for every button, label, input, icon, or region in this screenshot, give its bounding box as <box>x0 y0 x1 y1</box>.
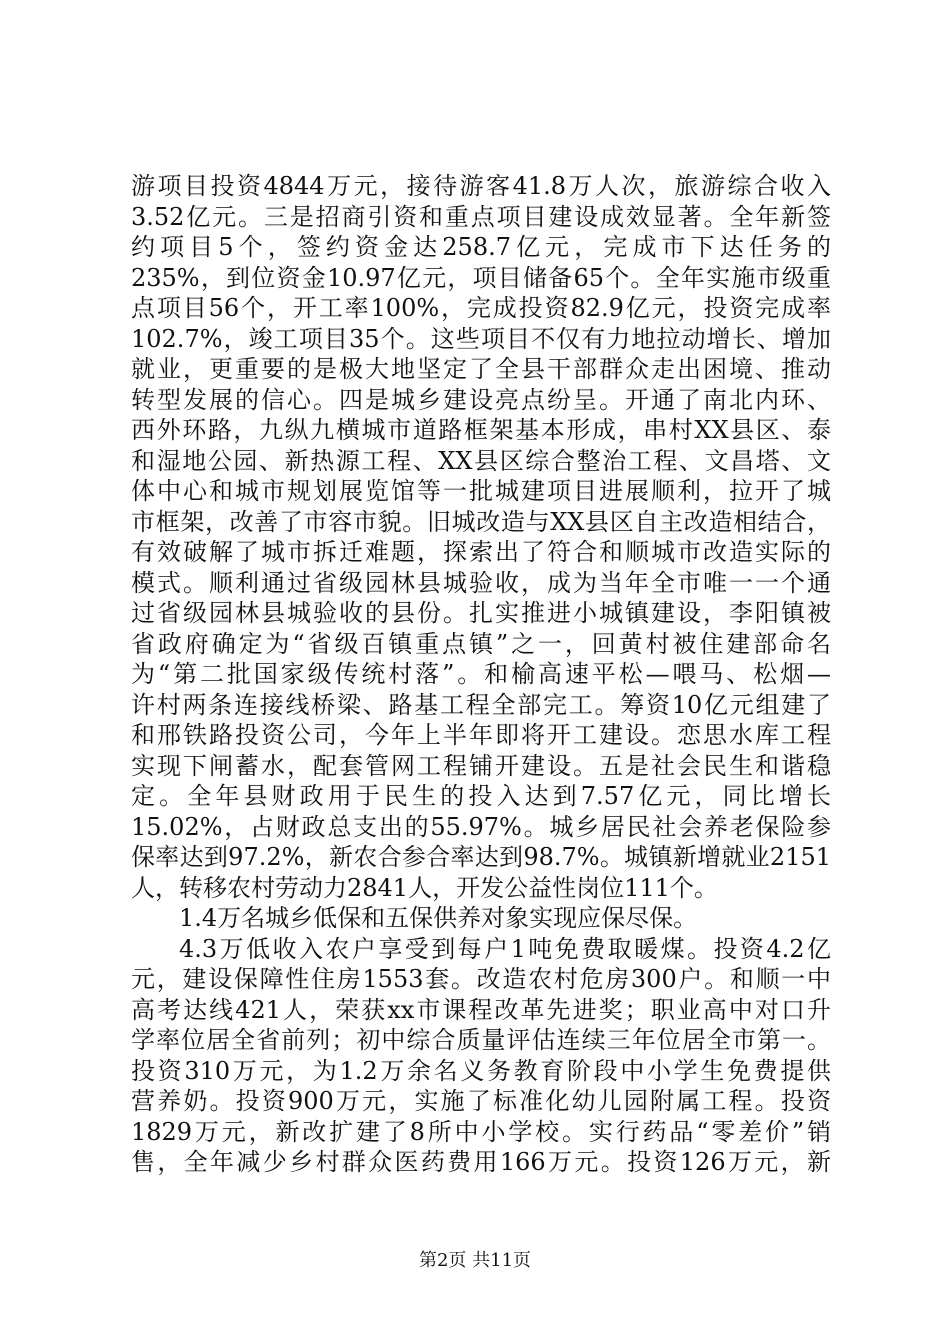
text-line: 模式。顺利通过省级园林县城验收，成为当年全市唯一一个通 <box>131 568 831 597</box>
text-line: 省政府确定为“省级百镇重点镇”之一，回黄村被住建部命名 <box>131 629 831 658</box>
paragraph-1 <box>131 171 831 903</box>
text-line: 和邢铁路投资公司，今年上半年即将开工建设。恋思水库工程 <box>131 721 831 749</box>
text-line: 1829万元，新改扩建了8所中小学校。实行药品“零差价”销 <box>131 1117 831 1146</box>
text-line: 实现下闸蓄水，配套管网工程铺开建设。五是社会民生和谐稳 <box>131 751 831 780</box>
text-line: 转型发展的信心。四是城乡建设亮点纷呈。开通了南北内环、 <box>131 385 831 414</box>
text-line: 就业，更重要的是极大地坚定了全县干部群众走出困境、推动 <box>131 355 831 383</box>
text-line: 定。全年县财政用于民生的投入达到7.57亿元，同比增长 <box>131 782 831 810</box>
text-line: 售，全年减少乡村群众医药费用166万元。投资126万元，新 <box>131 1148 831 1176</box>
text-line: 102.7%，竣工项目35个。这些项目不仅有力地拉动增长、增加 <box>131 324 831 353</box>
text-line: 体中心和城市规划展览馆等一批城建项目进展顺利，拉开了城 <box>131 477 831 505</box>
text-line: 西外环路，九纵九横城市道路框架基本形成，串村XX县区、泰 <box>131 416 831 444</box>
text-line: 保率达到97.2%，新农合参合率达到98.7%。城镇新增就业2151 <box>131 843 831 871</box>
text-line: 3.52亿元。三是招商引资和重点项目建设成效显著。全年新签 <box>131 202 831 231</box>
text-line: 有效破解了城市拆迁难题，探索出了符合和顺城市改造实际的 <box>131 538 831 566</box>
text-line: 游项目投资4844万元，接待游客41.8万人次，旅游综合收入 <box>131 172 831 200</box>
text-line: 投资310万元，为1.2万余名义务教育阶段中小学生免费提供 <box>131 1056 831 1085</box>
text-line: 许村两条连接线桥梁、路基工程全部完工。筹资10亿元组建了 <box>131 690 831 719</box>
text-line: 人，转移农村劳动力2841人，开发公益性岗位111个。 <box>131 873 718 902</box>
text-line: 高考达线421人，荣获xx市课程改革先进奖；职业高中对口升 <box>131 995 831 1024</box>
text-line: 为“第二批国家级传统村落”。和榆高速平松—喂马、松烟— <box>131 660 831 688</box>
text-line: 和湿地公园、新热源工程、XX县区综合整治工程、文昌塔、文 <box>131 446 831 475</box>
text-line: 市框架，改善了市容市貌。旧城改造与XX县区自主改造相结合， <box>131 507 831 536</box>
page-number-footer: 第2页 共11页 <box>418 1250 532 1271</box>
text-line: 4.3万低收入农户享受到每户1吨免费取暖煤。投资4.2亿 <box>179 934 831 963</box>
text-line: 约项目5个，签约资金达258.7亿元，完成市下达任务的 <box>131 233 831 261</box>
text-line: 学率位居全省前列；初中综合质量评估连续三年位居全市第一。 <box>131 1026 831 1054</box>
text-line: 元，建设保障性住房1553套。改造农村危房300户。和顺一中 <box>131 965 831 993</box>
paragraph-3 <box>131 934 831 1178</box>
text-line: 15.02%，占财政总支出的55.97%。城乡居民社会养老保险参 <box>131 812 831 841</box>
text-line: 营养奶。投资900万元，实施了标准化幼儿园附属工程。投资 <box>131 1087 831 1115</box>
paragraph-2 <box>131 903 831 934</box>
text-line: 1.4万名城乡低保和五保供养对象实现应保尽保。 <box>179 904 698 932</box>
text-line: 过省级园林县城验收的县份。扎实推进小城镇建设，李阳镇被 <box>131 599 831 627</box>
text-line: 235%，到位资金10.97亿元，项目储备65个。全年实施市级重 <box>131 263 831 292</box>
text-line: 点项目56个，开工率100%，完成投资82.9亿元，投资完成率 <box>131 294 831 322</box>
document-body <box>131 171 831 1178</box>
